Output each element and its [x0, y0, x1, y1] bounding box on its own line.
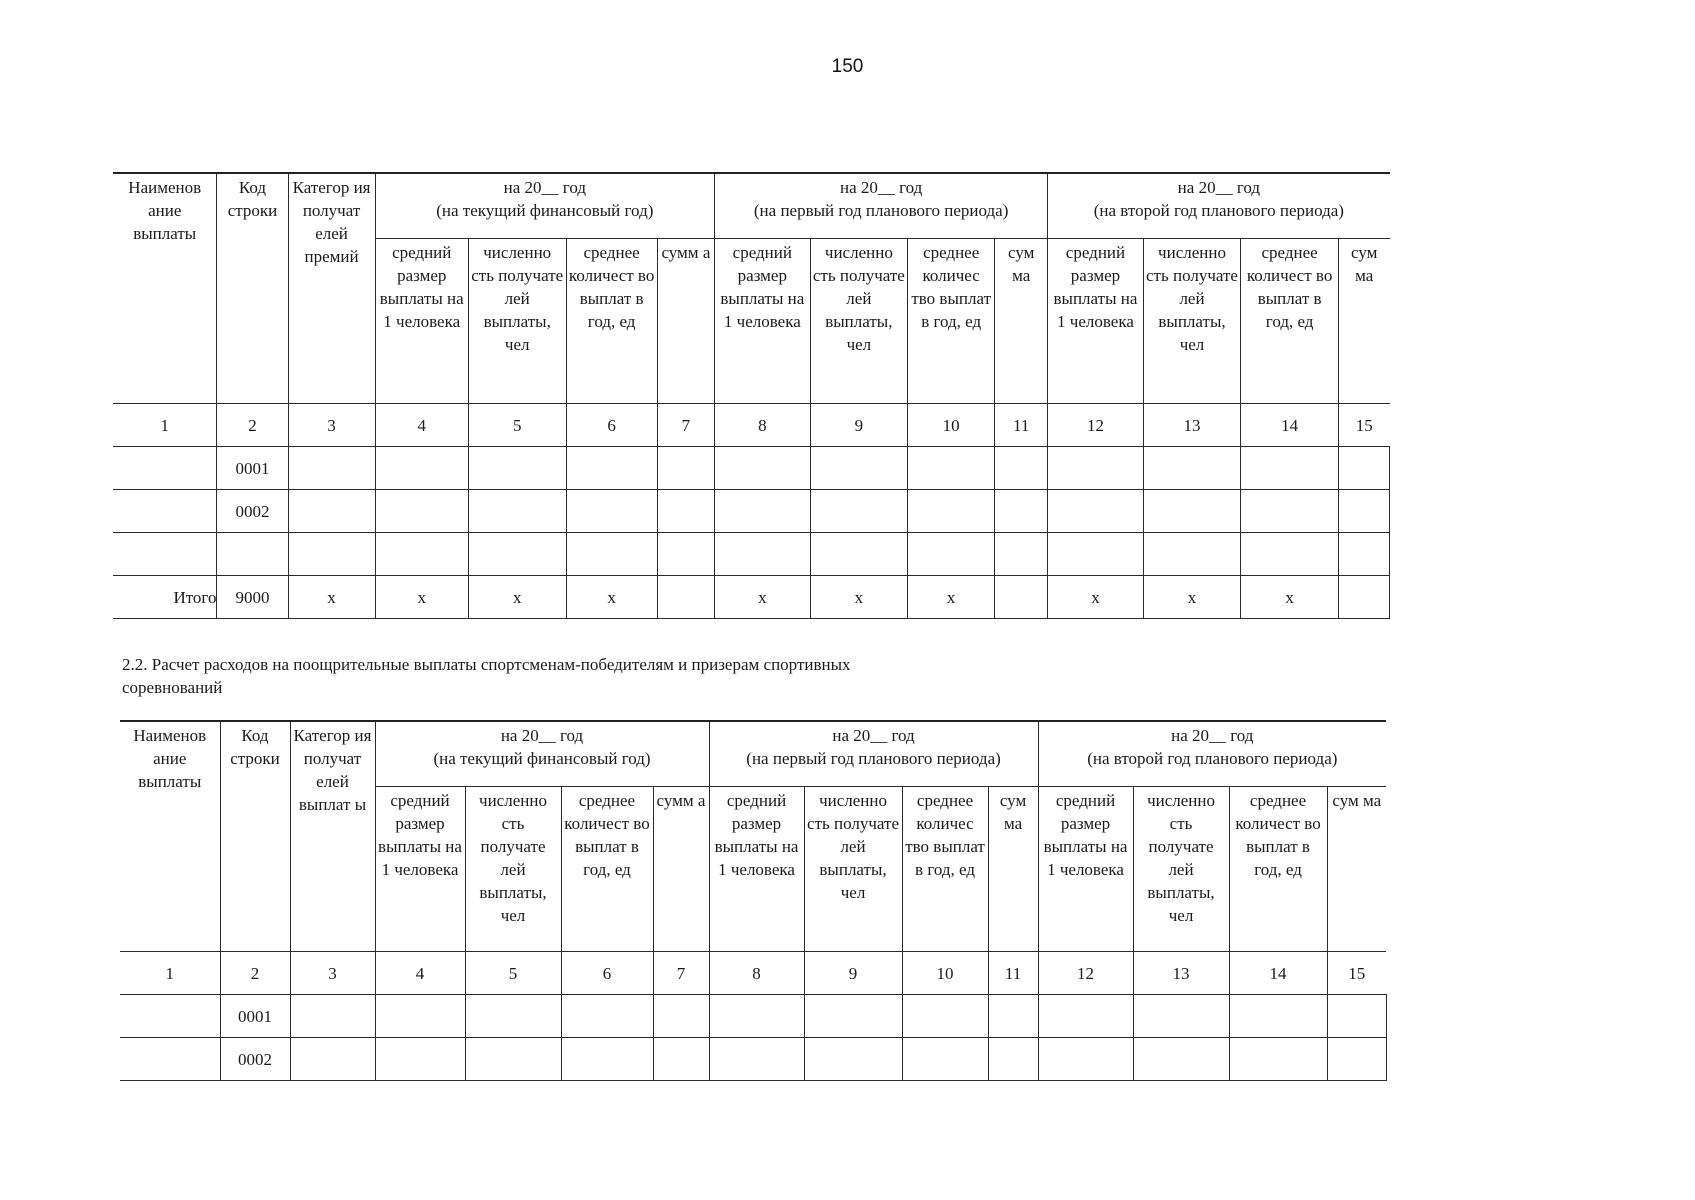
premium-table [113, 172, 1390, 619]
column-number: 14 [1229, 952, 1327, 995]
total-label: Итого [113, 576, 217, 619]
column-number: 10 [908, 404, 995, 447]
period-year: на 20__ год [503, 178, 586, 197]
subheader-avg-size: средний размер выплаты на 1 человека [375, 239, 468, 404]
total-mark: х [908, 576, 995, 619]
table-row [120, 995, 1386, 1038]
subheader-avg-size: средний размер выплаты на 1 человека [1048, 239, 1143, 404]
subheader-avg-qty: среднее количест во выплат в год, ед [1229, 787, 1327, 952]
column-number: 15 [1338, 404, 1389, 447]
table-row [113, 447, 1390, 490]
total-mark: х [1143, 576, 1241, 619]
total-mark: х [1241, 576, 1339, 619]
header-category: Категор ия получат елей премий [288, 173, 375, 404]
period-desc: (на первый год планового периода) [753, 201, 1009, 220]
subheader-avg-qty: среднее количес тво выплат в год, ед [908, 239, 995, 404]
column-number: 1 [120, 952, 220, 995]
period-year: на 20__ год [1171, 726, 1254, 745]
period-year: на 20__ год [832, 726, 915, 745]
column-number: 6 [561, 952, 653, 995]
column-number: 13 [1143, 404, 1241, 447]
column-number: 11 [988, 952, 1038, 995]
row-name-cell [120, 995, 220, 1038]
column-number: 4 [375, 404, 468, 447]
column-number: 7 [657, 404, 714, 447]
row-code: 0001 [220, 995, 290, 1038]
row-name-cell [113, 447, 217, 490]
column-number: 12 [1038, 952, 1133, 995]
column-number: 14 [1241, 404, 1339, 447]
subheader-count: численно сть получате лей выплаты, чел [804, 787, 902, 952]
column-number: 12 [1048, 404, 1143, 447]
total-mark: х [715, 576, 810, 619]
subheader-count: численно сть получате лей выплаты, чел [810, 239, 908, 404]
period-year: на 20__ год [500, 726, 584, 745]
header-name: Наименов ание выплаты [120, 721, 220, 952]
row-name-cell [113, 533, 217, 576]
column-number: 10 [902, 952, 988, 995]
column-number: 8 [709, 952, 804, 995]
row-code: 0001 [217, 447, 288, 490]
row-code: 0002 [220, 1038, 290, 1081]
period-desc: (на текущий финансовый год) [433, 749, 651, 768]
total-mark: х [375, 576, 468, 619]
table-row [113, 490, 1390, 533]
total-sum-cell [657, 576, 714, 619]
column-number: 9 [804, 952, 902, 995]
total-mark: х [288, 576, 375, 619]
header-period-second [1038, 721, 1386, 787]
subheader-sum: сум ма [1327, 787, 1386, 952]
row-name-cell [113, 490, 217, 533]
subheader-sum: сум ма [995, 239, 1048, 404]
column-number: 15 [1327, 952, 1386, 995]
header-name: Наименов ание выплаты [113, 173, 217, 404]
total-sum-cell [995, 576, 1048, 619]
total-sum-cell [1338, 576, 1389, 619]
header-period-current [375, 173, 715, 239]
header-code: Код строки [220, 721, 290, 952]
period-desc: (на второй год планового периода) [1087, 749, 1338, 768]
total-mark: х [810, 576, 908, 619]
page-number: 150 [831, 56, 864, 77]
total-mark: х [468, 576, 566, 619]
row-code [217, 533, 288, 576]
column-number: 3 [288, 404, 375, 447]
subheader-sum: сум ма [1338, 239, 1389, 404]
column-number: 8 [715, 404, 810, 447]
subheader-avg-qty: среднее количест во выплат в год, ед [561, 787, 653, 952]
subheader-avg-size: средний размер выплаты на 1 человека [375, 787, 465, 952]
row-name-cell [120, 1038, 220, 1081]
total-row [113, 576, 1390, 619]
total-mark: х [566, 576, 657, 619]
subheader-count: численно сть получате лей выплаты, чел [1143, 239, 1241, 404]
column-number: 9 [810, 404, 908, 447]
subheader-avg-qty: среднее количест во выплат в год, ед [1241, 239, 1339, 404]
column-number: 11 [995, 404, 1048, 447]
table-row [120, 1038, 1386, 1081]
total-mark: х [1048, 576, 1143, 619]
subheader-avg-size: средний размер выплаты на 1 человека [709, 787, 804, 952]
subheader-avg-size: средний размер выплаты на 1 человека [1038, 787, 1133, 952]
subheader-count: численно сть получате лей выплаты, чел [465, 787, 561, 952]
period-year: на 20__ год [1177, 178, 1261, 197]
column-number: 7 [653, 952, 709, 995]
table-row [113, 533, 1390, 576]
subheader-avg-size: средний размер выплаты на 1 человека [715, 239, 810, 404]
subheader-count: численно сть получате лей выплаты, чел [1133, 787, 1229, 952]
column-number: 3 [290, 952, 375, 995]
header-period-first [709, 721, 1038, 787]
column-number: 1 [113, 404, 217, 447]
subheader-sum: сум ма [988, 787, 1038, 952]
header-period-second [1048, 173, 1390, 239]
row-code: 0002 [217, 490, 288, 533]
period-desc: (на второй год планового периода) [1093, 201, 1344, 220]
section-title: 2.2. Расчет расходов на поощрительные выплаты спортсменам-победителям и призерам спортивных соревнований [122, 655, 851, 697]
column-number: 13 [1133, 952, 1229, 995]
period-desc: (на первый год планового периода) [746, 749, 1001, 768]
subheader-sum: сумм а [653, 787, 709, 952]
column-number: 6 [566, 404, 657, 447]
header-period-first [715, 173, 1048, 239]
column-number: 4 [375, 952, 465, 995]
header-period-current [375, 721, 709, 787]
column-number: 2 [217, 404, 288, 447]
rewards-table [120, 720, 1387, 1081]
subheader-count: численно сть получате лей выплаты, чел [468, 239, 566, 404]
column-number: 5 [465, 952, 561, 995]
header-code: Код строки [217, 173, 288, 404]
period-year: на 20__ год [839, 178, 923, 197]
header-category: Категор ия получат елей выплат ы [290, 721, 375, 952]
subheader-sum: сумм а [657, 239, 714, 404]
period-desc: (на текущий финансовый год) [436, 201, 654, 220]
subheader-avg-qty: среднее количес тво выплат в год, ед [902, 787, 988, 952]
total-code: 9000 [217, 576, 288, 619]
subheader-avg-qty: среднее количест во выплат в год, ед [566, 239, 657, 404]
column-number: 2 [220, 952, 290, 995]
column-number: 5 [468, 404, 566, 447]
